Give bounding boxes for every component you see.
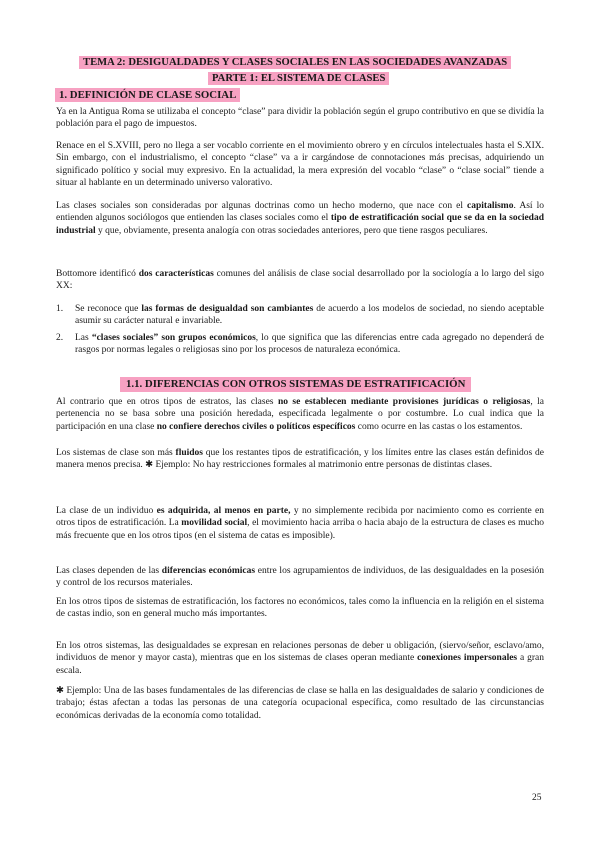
topic-title: TEMA 2: DESIGUALDADES Y CLASES SOCIALES EN LAS SOCIEDADES AVANZADAS (79, 56, 511, 69)
section-heading-diferencias: 1.1. DIFERENCIAS CON OTROS SISTEMAS DE ESTRATIFICACIÓN (120, 377, 471, 392)
list-item: 1. Se reconoce que las formas de desigualdad son cambiantes de acuerdo a los modelos de sociedad, no siendo aceptable asumir su carácter natural e invariable. (56, 304, 544, 327)
paragraph-bottomore: Bottomore identificó dos características comunes del análisis de clase social desarrollado por la sociología a lo largo del sigo XX: (56, 269, 545, 292)
paragraph-otros-tipos: En los otros tipos de sistemas de estratificación, los factores no económicos, tales como la influencia en la religión en el sistema de castas indio, son en general mucho más importantes. (56, 597, 544, 620)
bold-capitalismo: capitalismo (467, 201, 514, 211)
paragraph-ejemplo-salario: ✱ Ejemplo: Una de las bases fundamentales de las diferencias de clase se halla en las desigualdades de salario y condiciones de trabajo; éstas afectan a todas las personas de una categoría ocupacional específica, como resultado de las circunstancias económicas derivadas de la economía como totalidad. (56, 686, 544, 721)
paragraph-contrario: Al contrario que en otros tipos de estratos, las clases no se establecen mediante provisiones jurídicas o religiosas, la pertenencia no se basa sobre una posición heredada, especificada legalmente o por costumbre. Lo cual indica que la participación en una clase no confiere derechos civiles o políticos específicos como ocurre en las castas o los estamentos. (56, 397, 544, 432)
paragraph-adquirida: La clase de un individuo es adquirida, al menos en parte, y no simplemente recibida por nacimiento como es corriente en otros tipos de estratificación. La movilidad social, el movimiento hacia arriba o hacia abajo de la estructura de clases es mucho más frecuente que en los otros tipos (en el sistema de catas es imposible). (56, 506, 544, 541)
characteristics-list (56, 303, 544, 360)
paragraph-fluidos: Los sistemas de clase son más fluidos que los restantes tipos de estratificación, y los límites entre las clases están definidos de manera menos precisa. ✱ Ejemplo: No hay restricciones formales al matrimonio entre personas de distintas clases. (56, 448, 544, 471)
bold-tipo-estratificacion: tipo de estratificación social que se da en la sociedad industrial (56, 213, 544, 236)
paragraph-doctrinas: Las clases sociales son consideradas por algunas doctrinas como un hecho moderno, que nace con el capitalismo. Así lo entienden algunos sociólogos que entienden las clases sociales como el tipo de estratificación social que se da en la sociedad industrial y que, obviamente, presenta analogía con otras sociedades anteriores, pero que tiene rasgos peculiares. (56, 201, 544, 236)
section-heading-definition: 1. DEFINICIÓN DE CLASE SOCIAL (55, 88, 240, 102)
paragraph-renace: Renace en el S.XVIII, pero no llega a ser vocablo corriente en el movimiento obrero y en círculos intelectuales hasta el S.XIX. Sin embargo, con el industrialismo, el concepto “clase” va a ir cargándose de connotaciones más precisas, adquiriendo un significado político y social muy expresivo. En la actualidad, la mera expresión del vocablo “clase” o “clase social” tiende a situar al hablante en un determinado universo valorativo. (56, 141, 544, 188)
list-item: 2. Las “clases sociales” son grupos económicos, lo que significa que las diferencias entre cada agregado no dependerá de rasgos por normas legales o religiosas sino por los procesos de naturaleza económica. (56, 332, 545, 355)
paragraph-otros-sistemas: En los otros sistemas, las desigualdades se expresan en relaciones personas de deber u obligación, (siervo/señor, esclavo/amo, individuos de menor y mayor casta), mientras que en los sistemas de clases operan mediante conexiones impersonales a gran escala. (56, 641, 545, 676)
page-number: 25 (532, 793, 542, 803)
paragraph-economicas: Las clases dependen de las diferencias económicas entre los agrupamientos de individuos, de las desigualdades en la posesión y control de los recursos materiales. (56, 566, 544, 589)
part-title: PARTE 1: EL SISTEMA DE CLASES (208, 72, 389, 85)
bold-dos-caracteristicas: dos características (138, 269, 214, 279)
paragraph-roma: Ya en la Antigua Roma se utilizaba el concepto “clase” para dividir la población según el grupo contributivo en que se dividía la población para el pago de impuestos. (56, 107, 544, 130)
